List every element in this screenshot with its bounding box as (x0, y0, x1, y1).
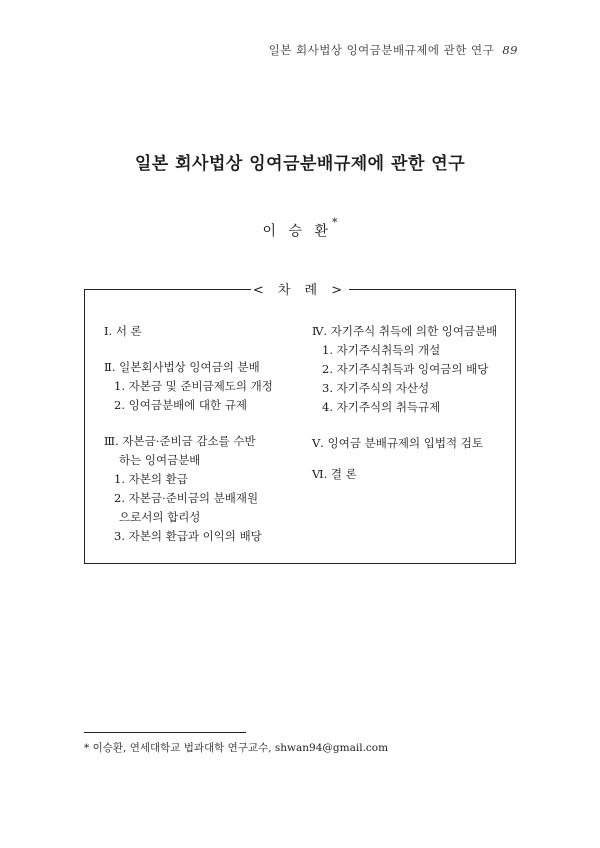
toc-spacer (312, 453, 497, 465)
toc-label: < 차 례 > (252, 283, 348, 298)
paper-title: 일본 회사법상 잉여금분배규제에 관한 연구 (134, 154, 466, 174)
toc-left-column (104, 322, 273, 546)
author-name: 이 승 환 (262, 223, 332, 240)
toc-label-wrap (85, 279, 515, 298)
toc-section: Ⅴ. 잉여금 분배규제의 입법적 검토 (312, 436, 483, 450)
toc-section: Ⅵ. 결 론 (312, 467, 357, 481)
toc-right-column (312, 322, 497, 484)
toc-subsection: 2. 잉여금분배에 대한 규제 (114, 398, 248, 412)
toc-section: Ⅲ. 자본금·준비금 감소를 수반 (104, 434, 256, 448)
author (0, 216, 600, 241)
running-header-title: 일본 회사법상 잉여금분배규제에 관한 연구 (268, 43, 495, 57)
footnote: * 이승환, 연세대학교 법과대학 연구교수, shwan94@gmail.com (84, 742, 389, 754)
table-of-contents (84, 283, 516, 564)
page-number: 89 (502, 43, 518, 57)
toc-subsection: 4. 자기주식의 취득규제 (322, 400, 441, 414)
toc-subsection: 3. 자기주식의 자산성 (322, 381, 430, 395)
toc-section: Ⅱ. 일본회사법상 잉여금의 분배 (104, 360, 260, 374)
toc-spacer (104, 415, 273, 432)
footnote-divider (84, 732, 246, 733)
toc-section: Ⅳ. 자기주식 취득에 의한 잉여금분배 (312, 324, 498, 338)
toc-continuation: 으로서의 합리성 (119, 510, 201, 524)
toc-subsection: 2. 자본금·준비금의 분배재원 (114, 491, 259, 505)
running-header (269, 42, 518, 58)
toc-subsection: 1. 자본금 및 준비금제도의 개정 (114, 379, 273, 393)
toc-subsection: 2. 자기주식취득과 잉여금의 배당 (322, 362, 489, 376)
toc-subsection: 3. 자본의 환급과 이익의 배당 (114, 529, 262, 543)
toc-subsection: 1. 자기주식취득의 개설 (322, 343, 441, 357)
toc-section: Ⅰ. 서 론 (104, 324, 142, 338)
toc-subsection: 1. 자본의 환급 (114, 472, 188, 486)
author-footnote-marker: * (331, 216, 338, 229)
toc-continuation: 하는 잉여금분배 (119, 453, 201, 467)
toc-spacer (312, 417, 497, 434)
toc-spacer (104, 341, 273, 358)
